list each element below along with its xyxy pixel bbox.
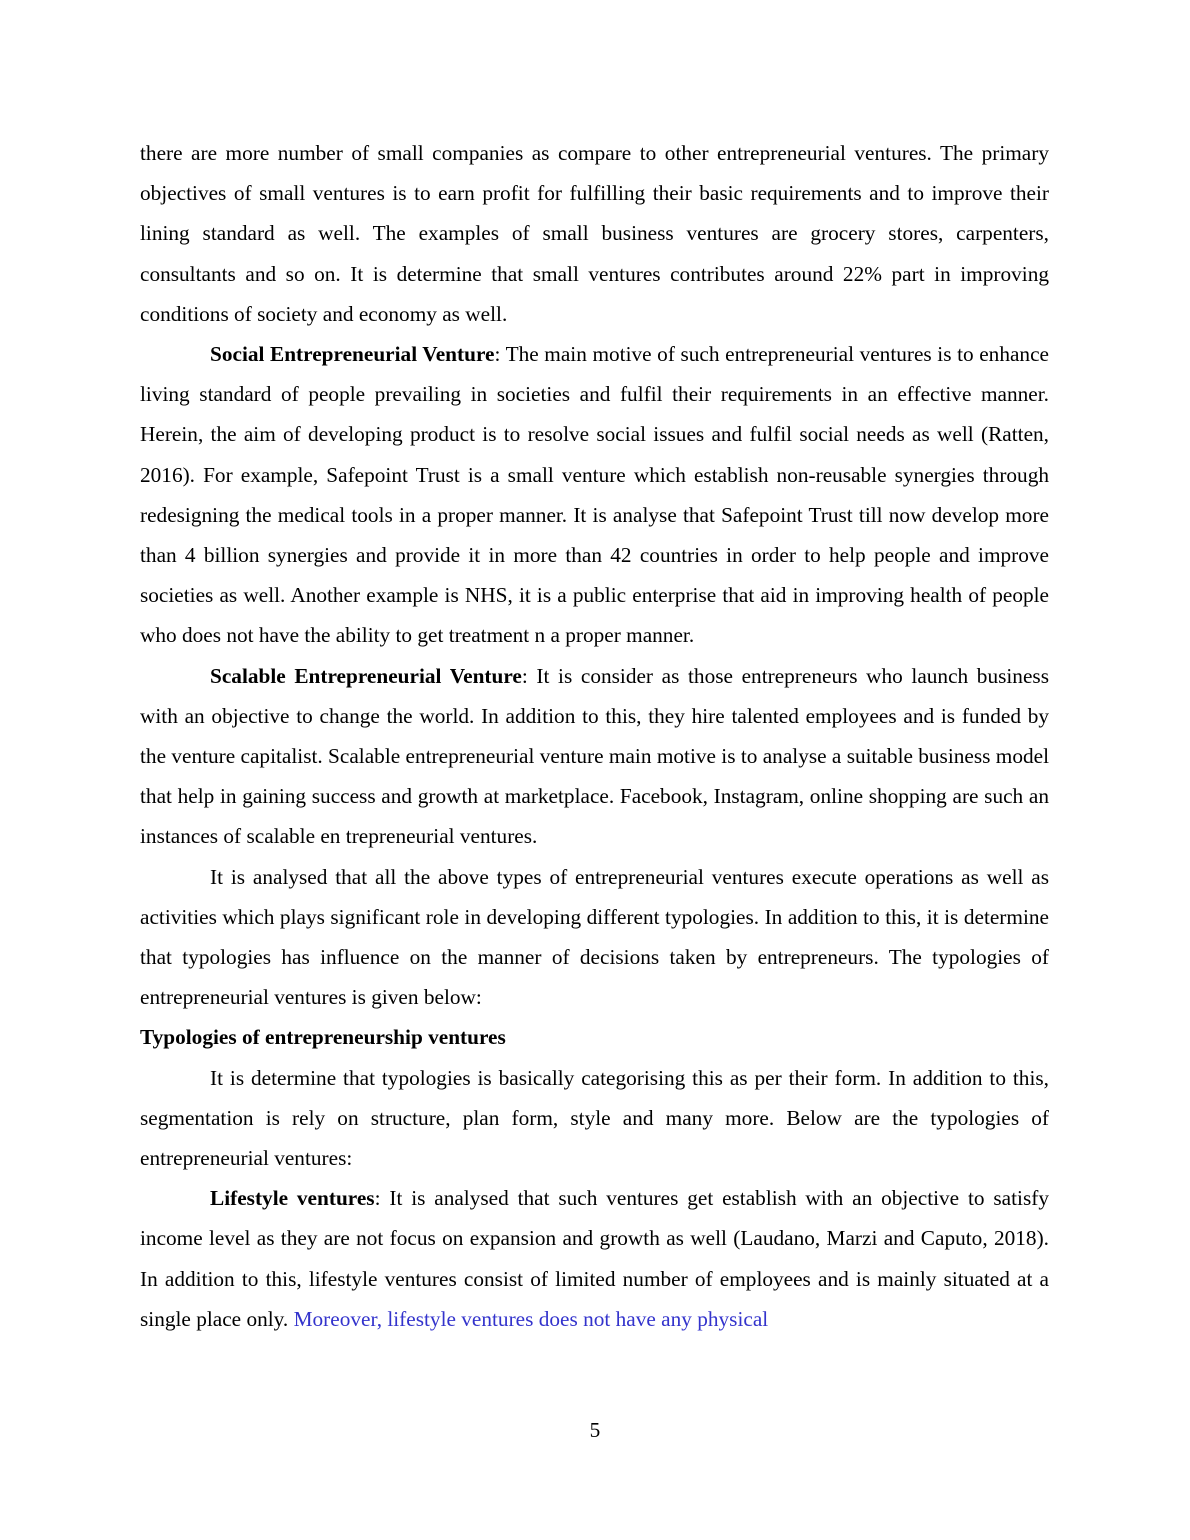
intro-paragraph: there are more number of small companies as compare to other entrepreneurial ventures. The primary objectives of small ventures is to earn profit for fulfilling their basic requirements and to improve their lining standard as well. The examples of small business ventures are grocery stores, carpenters, consultants and so on. It is determine that small ventures contributes around 22% part in improving conditions of society and economy as well. [140, 141, 1049, 326]
page-number: 5 [589, 1418, 601, 1442]
social-venture-term: Social Entrepreneurial Venture [210, 342, 495, 367]
scalable-venture-text: : It is consider as those entrepreneurs who launch business with an objective to change the world. In addition to this, they hire talented employees and is funded by the venture capitalist. Scalable entrepreneurial venture main motive is to analyse a suitable business model that help in gaining success and growth at marketplace. Facebook, Instagram, online shopping are such an instances of scalable en trepreneurial ventures. [140, 663, 1049, 849]
lifestyle-venture-paragraph [140, 1178, 1049, 1339]
analysis-paragraph: It is analysed that all the above types of entrepreneurial ventures execute operations as well as activities which plays significant role in developing different typologies. In addition to this, it is determine that typologies has influence on the manner of decisions taken by entrepreneurs. The typologies of entrepreneurial ventures is given below: [140, 864, 1049, 1010]
social-venture-paragraph [140, 334, 1049, 656]
scalable-venture-paragraph [140, 656, 1049, 857]
typologies-paragraph: It is determine that typologies is basically categorising this as per their form. In addition to this, segmentation is rely on structure, plan form, style and many more. Below are the typologies of entrepreneurial ventures: [140, 1065, 1049, 1171]
lifestyle-venture-text: : It is analysed that such ventures get establish with an objective to satisfy income level as they are not focus on expansion and growth as well (Laudano, Marzi and Caputo, 2018). In addition to this, lifestyle ventures consist of limited number of employees and is mainly situated at a single place only. [140, 1186, 1049, 1331]
document-page [140, 133, 1049, 1339]
section-heading: Typologies of entrepreneurship ventures [140, 1025, 506, 1050]
lifestyle-highlighted-text: Moreover, lifestyle ventures does not have any physical [293, 1306, 769, 1331]
social-venture-text: : The main motive of such entrepreneurial ventures is to enhance living standard of people prevailing in societies and fulfil their requirements in an effective manner. Herein, the aim of developing product is to resolve social issues and fulfil social needs as well (Ratten, 2016). For example, Safepoint Trust is a small venture which establish non-reusable synergies through redesigning the medical tools in a proper manner. It is analyse that Safepoint Trust till now develop more than 4 billion synergies and provide it in more than 42 countries in order to help people and improve societies as well. Another example is NHS, it is a public enterprise that aid in improving health of people who does not have the ability to get treatment n a proper manner. [140, 342, 1049, 648]
scalable-venture-term: Scalable Entrepreneurial Venture [210, 663, 522, 688]
lifestyle-venture-term: Lifestyle ventures [210, 1186, 375, 1211]
